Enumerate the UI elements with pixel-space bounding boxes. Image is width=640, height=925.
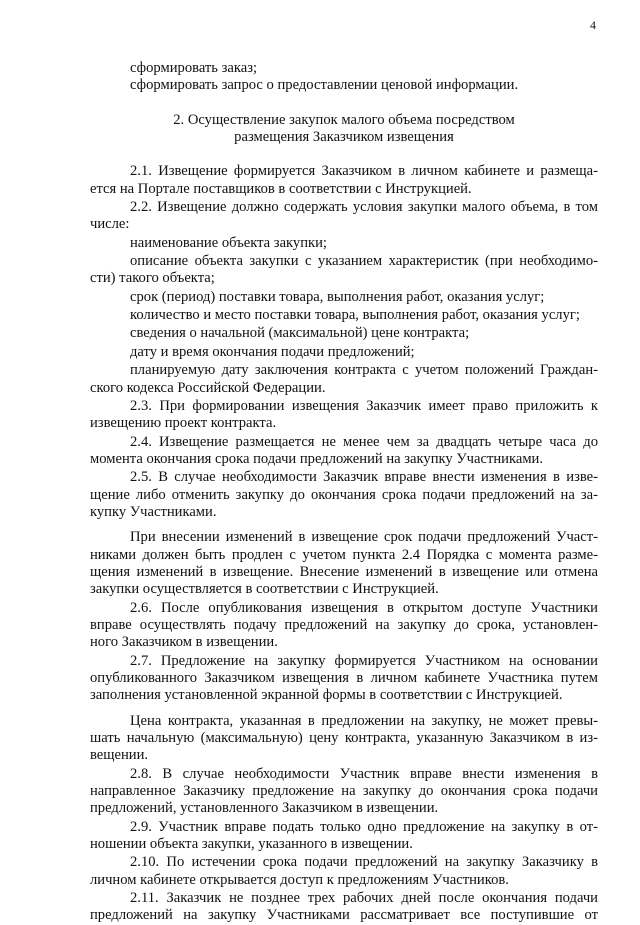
list-item: сформировать заказ; bbox=[130, 60, 258, 76]
text-line: личном кабинете открывается доступ к предложениям Участников. bbox=[90, 871, 509, 888]
text-line: 2.4. Извещение размещается не менее чем за двадцать четыре часа до bbox=[130, 433, 598, 450]
paragraph-2-9 bbox=[90, 819, 598, 854]
paragraph-2-5-continued bbox=[90, 529, 598, 598]
text-line: никами должен быть продлен с учетом пункта 2.4 Порядка с момента разме- bbox=[90, 546, 598, 563]
list-item bbox=[90, 325, 598, 342]
text-line: вправе осуществлять подачу предложений на закупку до срока, установлен- bbox=[90, 616, 598, 633]
text-line: предложений на закупку Участниками рассматривает все поступившие от bbox=[90, 907, 598, 924]
paragraph-2-7-continued bbox=[90, 713, 598, 765]
text-line: ется на Портале поставщиков в соответствии с Инструкцией. bbox=[90, 180, 472, 197]
list-item: сформировать запрос о предоставлении ценовой информации. bbox=[130, 77, 519, 94]
section-heading-line: 2. Осуществление закупок малого объема посредством bbox=[173, 111, 515, 128]
paragraph-2-5 bbox=[90, 469, 598, 521]
list-item bbox=[90, 362, 598, 397]
text-line: Цена контракта, указанная в предложении на закупку, не может превы- bbox=[130, 712, 598, 729]
text-line: дату и время окончания подачи предложений; bbox=[130, 343, 415, 360]
document-body bbox=[90, 60, 598, 925]
list-item bbox=[90, 235, 598, 252]
text-line: наименование объекта закупки; bbox=[130, 234, 327, 251]
list-item bbox=[90, 253, 598, 288]
paragraph-2-2 bbox=[90, 199, 598, 234]
text-line: ношении объекта закупки, указанного в извещении. bbox=[90, 836, 413, 853]
page-number: 4 bbox=[590, 18, 596, 32]
text-line: 2.1. Извещение формируется Заказчиком в личном кабинете и размеща- bbox=[130, 163, 598, 180]
paragraph-2-11 bbox=[90, 890, 598, 925]
text-line: сведения о начальной (максимальной) цене контракта; bbox=[130, 325, 470, 342]
text-line: закупки осуществляется в соответствии с Инструкцией. bbox=[90, 581, 439, 598]
text-line: купку Участниками. bbox=[90, 503, 217, 520]
text-line: 2.7. Предложение на закупку формируется Участником на основании bbox=[130, 652, 598, 669]
list-item bbox=[90, 289, 598, 306]
text-line: планируемую дату заключения контракта с учетом положений Граждан- bbox=[130, 362, 598, 379]
text-line: ского кодекса Российской Федерации. bbox=[90, 379, 326, 396]
text-line: предложений, установленного Заказчиком в извещении. bbox=[90, 800, 439, 817]
section-heading bbox=[90, 112, 598, 147]
text-line: заполнения установленной экранной формы в соответствии с Инструкцией. bbox=[90, 687, 563, 704]
text-line: срок (период) поставки товара, выполнения работ, оказания услуг; bbox=[130, 288, 545, 305]
section-heading-line: размещения Заказчиком извещения bbox=[234, 129, 454, 146]
text-line: числе: bbox=[90, 216, 130, 233]
text-line: 2.3. При формировании извещения Заказчик имеет право приложить к bbox=[130, 397, 598, 414]
text-line: 2.8. В случае необходимости Участник вправе внести изменения в bbox=[130, 765, 598, 782]
paragraph-2-6 bbox=[90, 600, 598, 652]
text-line: 2.5. В случае необходимости Заказчик вправе внести изменения в изве- bbox=[130, 469, 598, 486]
paragraph-2-10 bbox=[90, 854, 598, 889]
text-line: При внесении изменений в извещение срок подачи предложений Участ- bbox=[130, 529, 598, 546]
text-line: 2.9. Участник вправе подать только одно предложение на закупку в от- bbox=[130, 818, 598, 835]
text-line: количество и место поставки товара, выполнения работ, оказания услуг; bbox=[130, 307, 580, 324]
list-tail bbox=[90, 60, 598, 95]
text-line: 2.2. Извещение должно содержать условия закупки малого объема, в том bbox=[130, 199, 598, 216]
text-line: опубликованного Заказчиком извещения в личном кабинете Участника путем bbox=[90, 670, 598, 686]
text-line: щение либо отменить закупку до окончания срока подачи предложений на за- bbox=[90, 486, 598, 503]
text-line: 2.6. После опубликования извещения в открытом доступе Участники bbox=[130, 599, 598, 616]
paragraph-2-3 bbox=[90, 398, 598, 433]
text-line: сти) такого объекта; bbox=[90, 270, 215, 287]
paragraph-2-7 bbox=[90, 653, 598, 705]
list-item bbox=[90, 344, 598, 361]
text-line: извещению проект контракта. bbox=[90, 415, 277, 432]
text-line: щения изменений в извещение. Внесение изменений в извещение или отмена bbox=[90, 563, 598, 580]
text-line: момента окончания срока подачи предложений на закупку Участниками. bbox=[90, 450, 544, 467]
text-line: направленное Заказчику предложение на закупку до окончания срока подачи bbox=[90, 783, 598, 800]
text-line: шать начальную (максимальную) цену контракта, указанную Заказчиком в из- bbox=[90, 730, 598, 747]
list-item bbox=[90, 307, 598, 324]
paragraph-2-8 bbox=[90, 766, 598, 818]
paragraph-2-4 bbox=[90, 434, 598, 469]
text-line: вещении. bbox=[90, 747, 149, 764]
text-line: ного Заказчиком в извещении. bbox=[90, 634, 278, 651]
text-line: описание объекта закупки с указанием характеристик (при необходимо- bbox=[130, 253, 598, 270]
text-line: 2.11. Заказчик не позднее трех рабочих дней после окончания подачи bbox=[130, 890, 598, 907]
paragraph-2-1 bbox=[90, 163, 598, 198]
text-line: 2.10. По истечении срока подачи предложений на закупку Заказчику в bbox=[130, 854, 598, 871]
